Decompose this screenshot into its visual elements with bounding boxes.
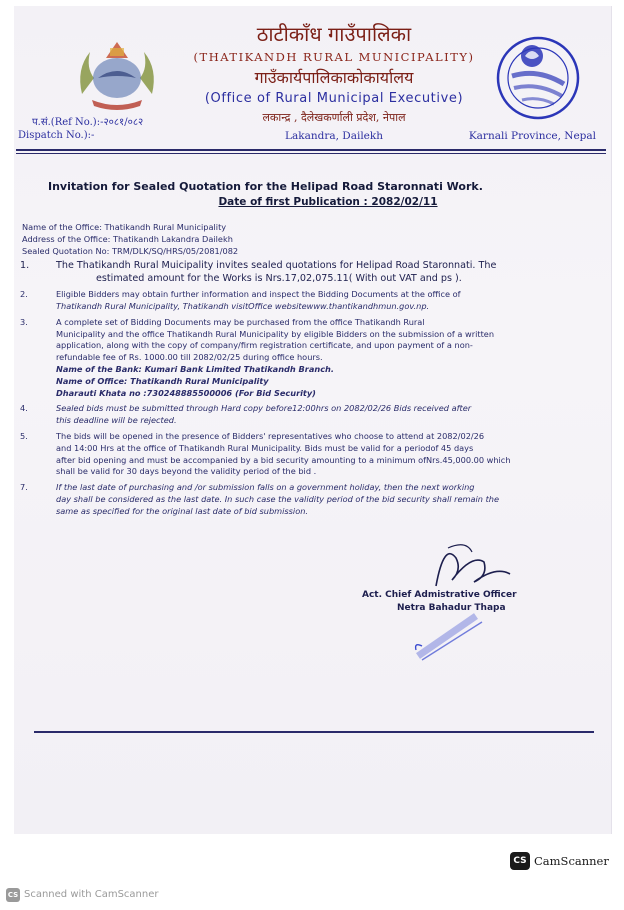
scanned-page (14, 6, 612, 834)
item-line: Municipality and the office Thatikandh Rural Municipality by eligible Bidders on the submission of a written (56, 328, 495, 339)
item-line: shall be valid for 30 days beyond the validity period of the bid . (56, 466, 317, 477)
footer-rule (34, 731, 594, 733)
camscanner-label: CamScanner (534, 854, 609, 868)
notice-item (20, 260, 600, 285)
notice-item (20, 482, 600, 517)
location-devanagari: लकान्द्र , दैलेखकर्णाली प्रदेश, नेपाल (262, 111, 406, 124)
municipality-name-english: (THATIKANDH RURAL MUNICIPALITY) (193, 50, 475, 64)
municipality-name-devanagari: ठाटीकाँध गाउँपालिका (256, 22, 412, 46)
province-label: Karnali Province, Nepal (468, 130, 596, 142)
quotation-number-line: Sealed Quotation No: TRM/DLK/SQ/HRS/05/2081/082 (22, 246, 239, 256)
dispatch-number: Dispatch No.):- (18, 130, 95, 141)
municipality-seal-icon (492, 32, 584, 124)
letterhead-rule (16, 149, 606, 151)
publication-date: Date of first Publication : 2082/02/11 (218, 196, 438, 208)
notice-item (20, 289, 600, 313)
office-name-english: (Office of Rural Municipal Executive) (204, 91, 464, 106)
item-line: day shall be considered as the last date. In such case the validity period of the bid security shall remain the (56, 493, 500, 504)
item-line: application, along with the copy of company/firm registration certificate, and upon payment of a non- (56, 340, 473, 351)
item-line: this deadline will be rejected. (56, 415, 177, 426)
item-line: estimated amount for the Works is Nrs.17,02,075.11( With out VAT and ps ). (96, 272, 462, 284)
signatory-title: Act. Chief Admistrative Officer (362, 590, 517, 600)
item-number: 3. (20, 316, 28, 327)
item-line: and 14:00 Hrs at the office of Thatikandh Rural Municipality. Bids must be valid for a periodof 45 days (56, 442, 474, 453)
item-line: A complete set of Bidding Documents may be purchased from the office Thatikandh Rural (56, 316, 425, 327)
item-line: Name of Office: Thatikandh Rural Municipality (56, 375, 269, 386)
notice-item (20, 403, 600, 427)
notice-item (20, 317, 600, 400)
item-line: Name of the Bank: Kumari Bank Limited Thatikandh Branch. (56, 363, 334, 374)
office-name-devanagari: गाउँकार्यपालिकाकोकार्यालय (254, 68, 414, 87)
office-stamp-icon (412, 606, 492, 666)
notice-items (20, 260, 600, 522)
item-line: If the last date of purchasing and /or submission falls on a government holiday, then the next working (56, 482, 475, 493)
office-name-line: Name of the Office: Thatikandh Rural Municipality (22, 222, 227, 232)
camscanner-logo-icon: CS (510, 852, 530, 870)
signature-scribble-icon (426, 536, 516, 596)
notice-title: Invitation for Sealed Quotation for the Helipad Road Staronnati Work. (48, 180, 483, 193)
item-number: 1. (20, 260, 30, 271)
letterhead-rule-thin (16, 153, 606, 154)
camscanner-small-logo-icon: CS (6, 888, 20, 902)
office-address-line: Address of the Office: Thatikandh Lakandra Dailekh (22, 234, 233, 244)
item-number: 7. (20, 482, 28, 493)
item-line: Eligible Bidders may obtain further information and inspect the Bidding Documents at the office of (56, 289, 461, 300)
item-line: Thatikandh Rural Municipality, Thatikandh visitOffice websitewww.thantikandhmun.gov.np. (56, 300, 430, 311)
item-line: The bids will be opened in the presence of Bidders' representatives who choose to attend at 2082/02/26 (56, 430, 485, 441)
location-english: Lakandra, Dailekh (284, 130, 384, 142)
item-number: 2. (20, 289, 28, 300)
nepal-emblem-icon (72, 34, 162, 112)
item-line: Dharauti Khata no :730248885500006 (For Bid Security) (56, 387, 316, 398)
item-number: 5. (20, 430, 28, 441)
camscanner-badge (510, 852, 620, 870)
item-line: Sealed bids must be submitted through Hard copy before12:00hrs on 2082/02/26 Bids received after (56, 403, 472, 414)
item-line: refundable fee of Rs. 1000.00 till 2082/02/25 during office hours. (56, 352, 323, 363)
item-line: same as specified for the original last date of bid submission. (56, 505, 309, 516)
reference-number: प.सं.(Ref No.):-२०८१/०८२ (32, 117, 144, 128)
signatory-name: Netra Bahadur Thapa (397, 603, 506, 613)
item-line: The Thatikandh Rural Muicipality invites sealed quotations for Helipad Road Staronnati. The (56, 260, 497, 271)
item-line: after bid opening and must be accompanied by a bid security amounting to a minimum ofNrs.45,000.00 which (56, 454, 511, 465)
scanned-with-label: Scanned with CamScanner (24, 889, 159, 900)
notice-item (20, 431, 600, 478)
item-number: 4. (20, 403, 28, 414)
